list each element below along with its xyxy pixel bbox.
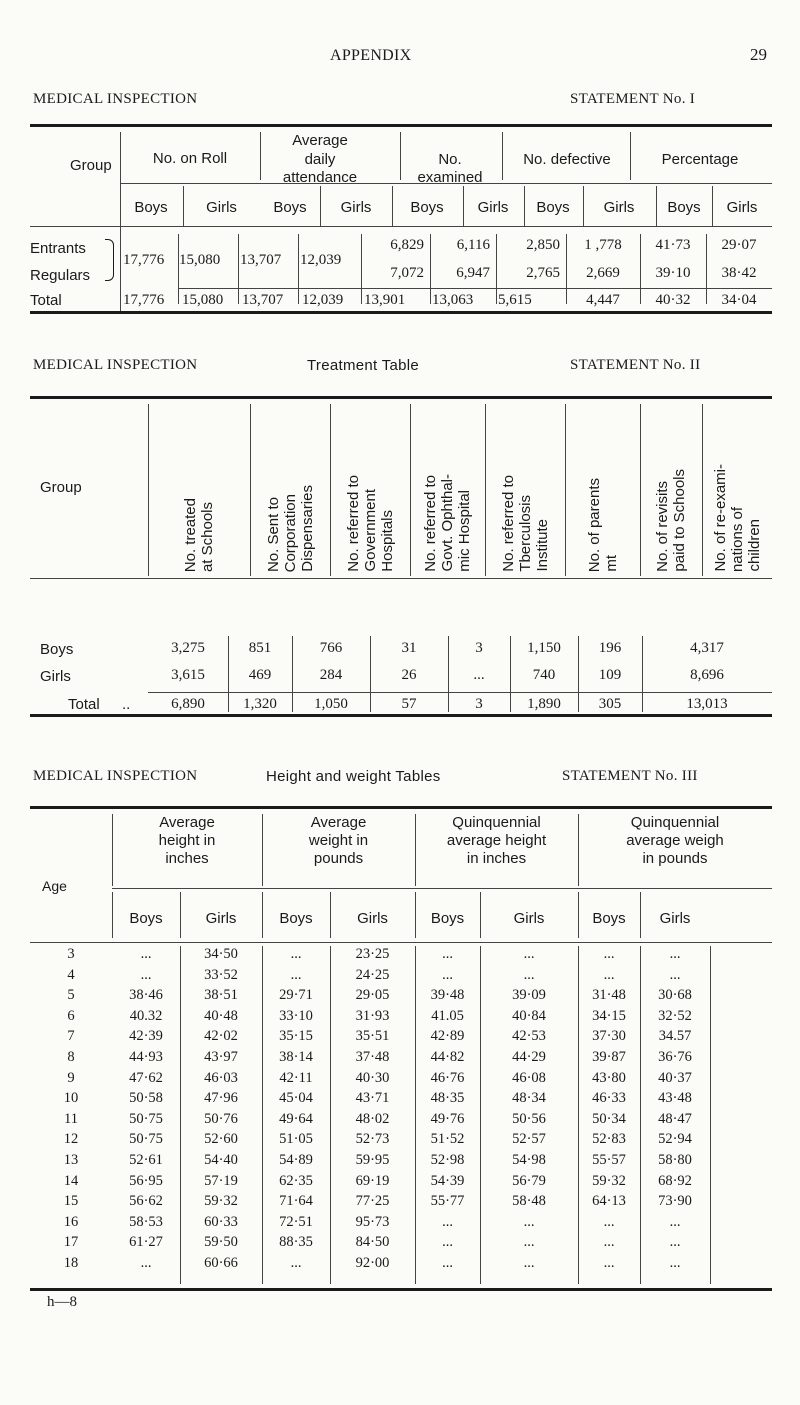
s3-cell: 39·87 <box>592 1049 626 1065</box>
s1-brace <box>105 239 114 281</box>
s3-cell: 46·76 <box>430 1069 465 1086</box>
s2-head-5 <box>565 408 640 572</box>
s3-cell: 52·94 <box>658 1131 692 1148</box>
s2-title: MEDICAL INSPECTION <box>33 357 198 373</box>
s2-cell: 284 <box>319 667 343 683</box>
s3-cell: 46·33 <box>592 1090 626 1107</box>
s2-statement: STATEMENT No. II <box>570 357 701 373</box>
s1-reg-pct-boys: 39·10 <box>655 265 691 281</box>
s1-head-exam-a: No. <box>438 151 462 168</box>
s3-cell: 42·02 <box>204 1028 238 1045</box>
s3-cell: 35·15 <box>279 1028 313 1045</box>
s1-sub-boys-4: Boys <box>536 199 570 216</box>
s2-cell: 766 <box>319 640 343 656</box>
s3-cell: 37·30 <box>592 1028 626 1045</box>
s2-cell: 196 <box>598 640 622 656</box>
s2-row-girls: Girls <box>40 668 71 685</box>
s3-cell: 68·92 <box>658 1172 692 1189</box>
s3-cell: ... <box>669 1234 681 1251</box>
s3-group-head: Average <box>310 814 367 831</box>
s3-cell: 50·58 <box>129 1090 163 1107</box>
s2-head-0-line: No. treated <box>182 497 199 572</box>
s3-group-head: height in <box>158 832 216 849</box>
s3-statement: STATEMENT No. III <box>562 768 698 784</box>
s1-row-regulars: Regulars <box>30 267 91 284</box>
s1-head-att-c: attendance <box>282 169 358 186</box>
footer-mark: h—8 <box>47 1294 77 1310</box>
s3-cell: 42·89 <box>430 1028 465 1045</box>
s2-head-7-line: No. of re-exami- <box>711 464 729 572</box>
s2-cell: 305 <box>598 696 622 712</box>
s3-cell: 51·05 <box>279 1131 313 1148</box>
s3-age: 14 <box>63 1172 79 1189</box>
s3-cell: ... <box>669 946 681 962</box>
s2-cell: 3,615 <box>171 667 205 683</box>
s3-sub-head: Boys <box>430 910 465 927</box>
s3-table <box>30 806 772 1286</box>
s3-cell: 59·50 <box>204 1234 238 1251</box>
s1-reg-exam-boys: 7,072 <box>390 265 424 281</box>
s2-head-6-line: paid to Schools <box>671 469 688 572</box>
s3-cell: 54·40 <box>204 1152 238 1168</box>
s3-cell: ... <box>669 1255 681 1271</box>
s1-sub-girls-1: Girls <box>206 199 237 216</box>
s3-cell: 95·73 <box>355 1213 390 1230</box>
s3-cell: 84·50 <box>355 1234 390 1251</box>
s2-cell: 57 <box>401 696 417 712</box>
s2-cell: 6,890 <box>171 696 205 712</box>
s2-head-1-line: No. Sent to <box>264 496 282 572</box>
s3-cell: ... <box>603 1234 615 1251</box>
s3-cell: 23·25 <box>355 946 390 962</box>
s3-cell: ... <box>140 946 152 962</box>
s3-title: MEDICAL INSPECTION <box>33 768 198 784</box>
s1-tot-2: 13,707 <box>242 292 284 308</box>
s1-col-group: Group <box>70 157 112 174</box>
s3-cell: ... <box>140 1255 152 1271</box>
s2-cell: 109 <box>598 667 622 683</box>
s1-tot-8: 40·32 <box>655 292 691 308</box>
s2-cell: 13,013 <box>686 696 728 712</box>
s1-ent-def-boys: 2,850 <box>526 237 560 253</box>
s3-cell: 24·25 <box>355 966 390 983</box>
s3-cell: 40·48 <box>204 1007 238 1024</box>
s3-cell: 52·98 <box>430 1152 465 1168</box>
s3-age: 10 <box>63 1090 79 1107</box>
s2-head-5-line: mt <box>602 555 620 572</box>
s3-cell: 38·46 <box>129 987 163 1004</box>
s3-group-head: in pounds <box>642 850 708 867</box>
s2-head-4-line: No. referred to <box>499 475 517 572</box>
s1-reg-def-girls: 2,669 <box>586 265 620 281</box>
s2-head-3-line: No. referred to <box>422 475 439 572</box>
s3-age: 9 <box>67 1069 75 1086</box>
s3-cell: 59·32 <box>592 1172 626 1189</box>
s3-cell: 55·57 <box>592 1152 626 1168</box>
s3-cell: ... <box>442 946 453 962</box>
s1-tot-9: 34·04 <box>721 292 757 308</box>
s2-cell: 1,050 <box>314 696 348 712</box>
s3-subtitle: Height and weight Tables <box>266 768 441 785</box>
s2-cell: 851 <box>248 640 272 656</box>
s1-tot-5: 13,063 <box>432 292 474 308</box>
s3-cell: 33·52 <box>204 966 238 983</box>
s3-cell: 42·11 <box>279 1069 313 1086</box>
s1-att-girls: 12,039 <box>300 252 342 268</box>
s3-cell: 92·00 <box>355 1255 390 1271</box>
s3-cell: 58·48 <box>512 1193 546 1210</box>
s3-cell: 43·48 <box>658 1090 692 1107</box>
s3-cell: ... <box>140 966 152 983</box>
s3-cell: 58·80 <box>658 1152 692 1168</box>
s3-sub-head: Girls <box>357 910 388 927</box>
s3-cell: 40·84 <box>512 1007 546 1024</box>
s3-age: 17 <box>63 1234 79 1251</box>
s3-cell: 38·51 <box>204 987 238 1004</box>
s2-cell: 1,150 <box>527 640 561 656</box>
s3-cell: 56·62 <box>129 1193 163 1210</box>
s3-group-head: in inches <box>466 850 527 867</box>
s2-head-6-line: No. of revisits <box>654 481 671 572</box>
s2-total-dots: .. <box>122 696 131 713</box>
s3-group-head: Average <box>159 814 215 831</box>
s3-cell: 55·77 <box>430 1193 465 1210</box>
s3-cell: 54·89 <box>279 1152 313 1168</box>
s3-cell: 29·05 <box>355 987 390 1004</box>
s2-head-2-line: Hospitals <box>378 510 396 572</box>
s3-cell: 56·79 <box>512 1172 546 1189</box>
s1-sub-boys-1: Boys <box>134 199 168 216</box>
s1-row-entrants: Entrants <box>30 240 86 257</box>
s1-ent-pct-boys: 41·73 <box>655 237 691 253</box>
s3-cell: 40.32 <box>129 1007 163 1024</box>
s3-cell: ... <box>669 966 681 983</box>
s3-cell: 47·96 <box>204 1090 238 1107</box>
s3-cell: 32·52 <box>658 1007 692 1024</box>
s2-head-1-line: Dispensaries <box>298 485 316 572</box>
s1-tot-6: 5,615 <box>498 292 532 308</box>
s3-cell: 42·53 <box>512 1028 546 1045</box>
s3-cell: ... <box>442 1255 453 1271</box>
s1-sub-boys-2: Boys <box>273 199 307 216</box>
s1-statement: STATEMENT No. I <box>570 91 696 107</box>
s3-cell: 46·03 <box>204 1069 238 1086</box>
s3-cell: 44·82 <box>430 1049 465 1065</box>
s1-head-att-a: Average <box>292 132 348 149</box>
s2-head-6 <box>640 408 702 572</box>
s3-sub-head: Girls <box>659 910 691 927</box>
s1-table <box>30 124 772 309</box>
s2-col-group: Group <box>40 479 82 496</box>
s2-cell: ... <box>473 667 485 683</box>
s3-cell: 39·09 <box>512 987 546 1004</box>
s1-att-boys: 13,707 <box>240 252 282 268</box>
s3-age: 4 <box>67 966 75 983</box>
s1-tot-4: 13,901 <box>364 292 406 308</box>
s3-group-head: pounds <box>313 850 364 867</box>
s1-roll-girls: 15,080 <box>179 252 221 268</box>
s3-cell: 38·14 <box>279 1049 313 1065</box>
s1-sub-boys-3: Boys <box>410 199 444 216</box>
s3-cell: 61·27 <box>129 1234 163 1251</box>
s3-age: 15 <box>63 1193 79 1210</box>
s3-cell: 50·34 <box>592 1110 626 1127</box>
s3-cell: 50·56 <box>512 1110 546 1127</box>
s3-sub-head: Boys <box>592 910 626 927</box>
s3-sub-head: Girls <box>513 910 545 927</box>
s3-cell: 34·15 <box>592 1007 626 1024</box>
s3-cell: 31·93 <box>355 1007 390 1024</box>
s3-cell: 59·32 <box>204 1193 238 1210</box>
s2-head-2-line: No. referred to <box>344 475 362 572</box>
s3-cell: 60·66 <box>204 1255 238 1271</box>
s3-cell: 48·47 <box>658 1110 692 1127</box>
s3-age: 16 <box>63 1213 79 1230</box>
s3-cell: 57·19 <box>204 1172 238 1189</box>
s3-cell: 64·13 <box>592 1193 626 1210</box>
s3-cell: 72·51 <box>279 1213 313 1230</box>
s3-col-age: Age <box>42 878 67 894</box>
s2-cell: 1,890 <box>527 696 561 712</box>
s2-head-4 <box>485 408 565 572</box>
s3-age: 18 <box>63 1255 79 1271</box>
s3-cell: 52·60 <box>204 1131 238 1148</box>
s3-cell: 58·53 <box>129 1213 163 1230</box>
s3-cell: 37·48 <box>355 1049 390 1065</box>
s3-age: 3 <box>67 946 75 962</box>
s1-ent-exam-boys: 6,829 <box>390 237 424 253</box>
s3-group-head: average weigh <box>626 832 724 849</box>
s1-reg-pct-girls: 38·42 <box>721 265 757 281</box>
s3-cell: ... <box>442 1213 453 1230</box>
s2-head-4-line: Institute <box>533 519 551 572</box>
s3-age: 12 <box>63 1131 79 1148</box>
s1-sub-girls-3: Girls <box>477 199 509 216</box>
s3-cell: 43·97 <box>204 1049 238 1065</box>
s1-tot-7: 4,447 <box>586 292 620 308</box>
s3-cell: ... <box>523 966 535 983</box>
s3-cell: 30·68 <box>658 987 692 1004</box>
s3-cell: ... <box>442 1234 453 1251</box>
s1-reg-exam-girls: 6,947 <box>456 265 490 281</box>
s3-cell: ... <box>603 1213 615 1230</box>
s3-age: 5 <box>67 987 75 1004</box>
s3-age: 7 <box>67 1028 75 1045</box>
s3-cell: 49·76 <box>430 1110 465 1127</box>
s3-sub-head: Girls <box>205 910 237 927</box>
s2-head-0-line: at Schools <box>199 501 216 572</box>
s1-sub-girls-5: Girls <box>726 199 758 216</box>
s2-cell: 31 <box>401 640 417 656</box>
s3-cell: 52·61 <box>129 1152 163 1168</box>
s3-cell: 49·64 <box>279 1110 313 1127</box>
s3-cell: 35·51 <box>355 1028 390 1045</box>
s2-cell: 3 <box>475 696 483 712</box>
s3-age: 11 <box>64 1110 78 1127</box>
s1-sub-girls-2: Girls <box>340 199 372 216</box>
s3-cell: 52·57 <box>512 1131 546 1148</box>
s3-cell: ... <box>290 946 302 962</box>
s2-head-3 <box>410 408 485 572</box>
s2-head-7 <box>702 408 772 572</box>
s1-head-exam-b: examined <box>417 169 483 186</box>
s3-cell: ... <box>442 966 453 983</box>
s1-head-pct: Percentage <box>661 151 739 168</box>
s3-cell: 62·35 <box>279 1172 313 1189</box>
s2-cell: 8,696 <box>690 667 724 683</box>
s2-head-4-line: Tberculosis <box>516 495 534 572</box>
s2-table <box>30 396 772 711</box>
s3-age: 8 <box>67 1049 75 1065</box>
s3-cell: 77·25 <box>355 1193 390 1210</box>
s3-cell: 29·71 <box>279 987 313 1004</box>
s2-cell: 26 <box>401 667 417 683</box>
s1-tot-0: 17,776 <box>123 292 165 308</box>
s3-sub-head: Boys <box>279 910 313 927</box>
s3-cell: 31·48 <box>592 987 626 1004</box>
s1-ent-def-girls: 1 ,778 <box>584 237 622 253</box>
s2-head-3-line: Govt. Ophthal- <box>439 474 456 572</box>
s3-cell: 43·71 <box>355 1090 390 1107</box>
s1-head-roll: No. on Roll <box>152 150 228 167</box>
s3-cell: 48·02 <box>355 1110 390 1127</box>
s3-cell: 42·39 <box>129 1028 163 1045</box>
s3-cell: ... <box>523 1255 535 1271</box>
s1-reg-def-boys: 2,765 <box>526 265 560 281</box>
s3-cell: 54·98 <box>512 1152 546 1168</box>
s3-cell: ... <box>290 1255 302 1271</box>
s3-cell: 40·37 <box>658 1069 692 1086</box>
s2-head-1-line: Corporation <box>281 493 299 572</box>
s1-tot-1: 15,080 <box>182 292 224 308</box>
s3-group-head: Quinquennial <box>630 814 720 831</box>
s3-cell: 54·39 <box>430 1172 465 1189</box>
s3-cell: ... <box>523 1213 535 1230</box>
s3-cell: 73·90 <box>658 1193 692 1210</box>
s1-title: MEDICAL INSPECTION <box>33 91 198 107</box>
s2-cell: 4,317 <box>690 640 724 656</box>
s2-head-2-line: Government <box>361 489 379 572</box>
s2-row-boys: Boys <box>40 641 74 658</box>
s3-cell: 60·33 <box>204 1213 238 1230</box>
s3-cell: ... <box>603 1255 615 1271</box>
s3-cell: 69·19 <box>355 1172 390 1189</box>
page-header: APPENDIX <box>330 47 412 64</box>
s1-head-def: No. defective <box>523 151 611 168</box>
s3-cell: 33·10 <box>279 1007 313 1024</box>
s3-sub-head: Boys <box>129 910 163 927</box>
s3-cell: 51·52 <box>430 1131 465 1148</box>
s3-cell: 36·76 <box>658 1049 692 1065</box>
s3-cell: 52·83 <box>592 1131 626 1148</box>
s3-cell: 43·80 <box>592 1069 626 1086</box>
s2-head-2 <box>330 408 410 572</box>
s3-cell: 52·73 <box>355 1131 390 1148</box>
s3-cell: 44·93 <box>129 1049 163 1065</box>
s3-cell: 88·35 <box>279 1234 313 1251</box>
s3-group-head: average height <box>446 832 547 849</box>
s2-cell: 740 <box>532 667 556 683</box>
s1-ent-pct-girls: 29·07 <box>721 237 757 253</box>
s2-cell: 469 <box>248 667 272 683</box>
s3-cell: 39·48 <box>430 987 465 1004</box>
s3-cell: ... <box>290 966 302 983</box>
s3-age: 6 <box>67 1007 75 1024</box>
s3-cell: ... <box>603 966 615 983</box>
s1-roll-boys: 17,776 <box>123 252 165 268</box>
s3-cell: 44·29 <box>512 1049 546 1065</box>
s1-sub-girls-4: Girls <box>603 199 635 216</box>
s2-head-0 <box>148 408 250 572</box>
s2-head-7-line: nations of <box>728 506 746 572</box>
s3-cell: 46·08 <box>512 1069 546 1086</box>
s3-cell: 59·95 <box>355 1152 390 1168</box>
s3-cell: 41.05 <box>431 1007 464 1024</box>
s1-row-total: Total <box>30 292 62 309</box>
s2-head-1 <box>250 408 330 572</box>
s3-cell: 40·30 <box>355 1069 390 1086</box>
s1-sub-boys-5: Boys <box>667 199 701 216</box>
s2-head-5-line: No. of parents <box>585 477 603 572</box>
page-number: 29 <box>750 45 767 64</box>
s1-head-att-b: daily <box>304 151 336 168</box>
s3-cell: 50·76 <box>204 1110 238 1127</box>
s3-cell: ... <box>523 946 535 962</box>
s3-cell: 56·95 <box>129 1172 163 1189</box>
s2-cell: 1,320 <box>243 696 277 712</box>
s3-group-head: inches <box>165 850 209 867</box>
s3-age: 13 <box>63 1152 79 1168</box>
s1-tot-3: 12,039 <box>302 292 344 308</box>
s3-cell: 34·50 <box>204 946 238 962</box>
s3-cell: 48·34 <box>512 1090 546 1107</box>
s3-cell: ... <box>523 1234 535 1251</box>
s3-cell: 48·35 <box>430 1090 465 1107</box>
s2-subtitle: Treatment Table <box>307 357 420 374</box>
s3-group-head: weight in <box>308 832 369 849</box>
s3-cell: 47·62 <box>129 1069 163 1086</box>
s3-cell: ... <box>603 946 615 962</box>
s3-cell: ... <box>669 1213 681 1230</box>
s3-cell: 50·75 <box>129 1131 163 1148</box>
s2-row-total: Total <box>68 696 100 713</box>
s1-ent-exam-girls: 6,116 <box>456 237 490 253</box>
s2-cell: 3 <box>475 640 483 656</box>
s3-group-head: Quinquennial <box>452 814 541 831</box>
s2-cell: 3,275 <box>171 640 205 656</box>
s2-head-3-line: mic Hospital <box>456 490 473 572</box>
s3-cell: 71·64 <box>279 1193 313 1210</box>
s3-cell: 50·75 <box>129 1110 163 1127</box>
s2-head-7-line: children <box>745 519 763 572</box>
s3-cell: 45·04 <box>279 1090 313 1107</box>
s3-cell: 34.57 <box>658 1028 692 1045</box>
